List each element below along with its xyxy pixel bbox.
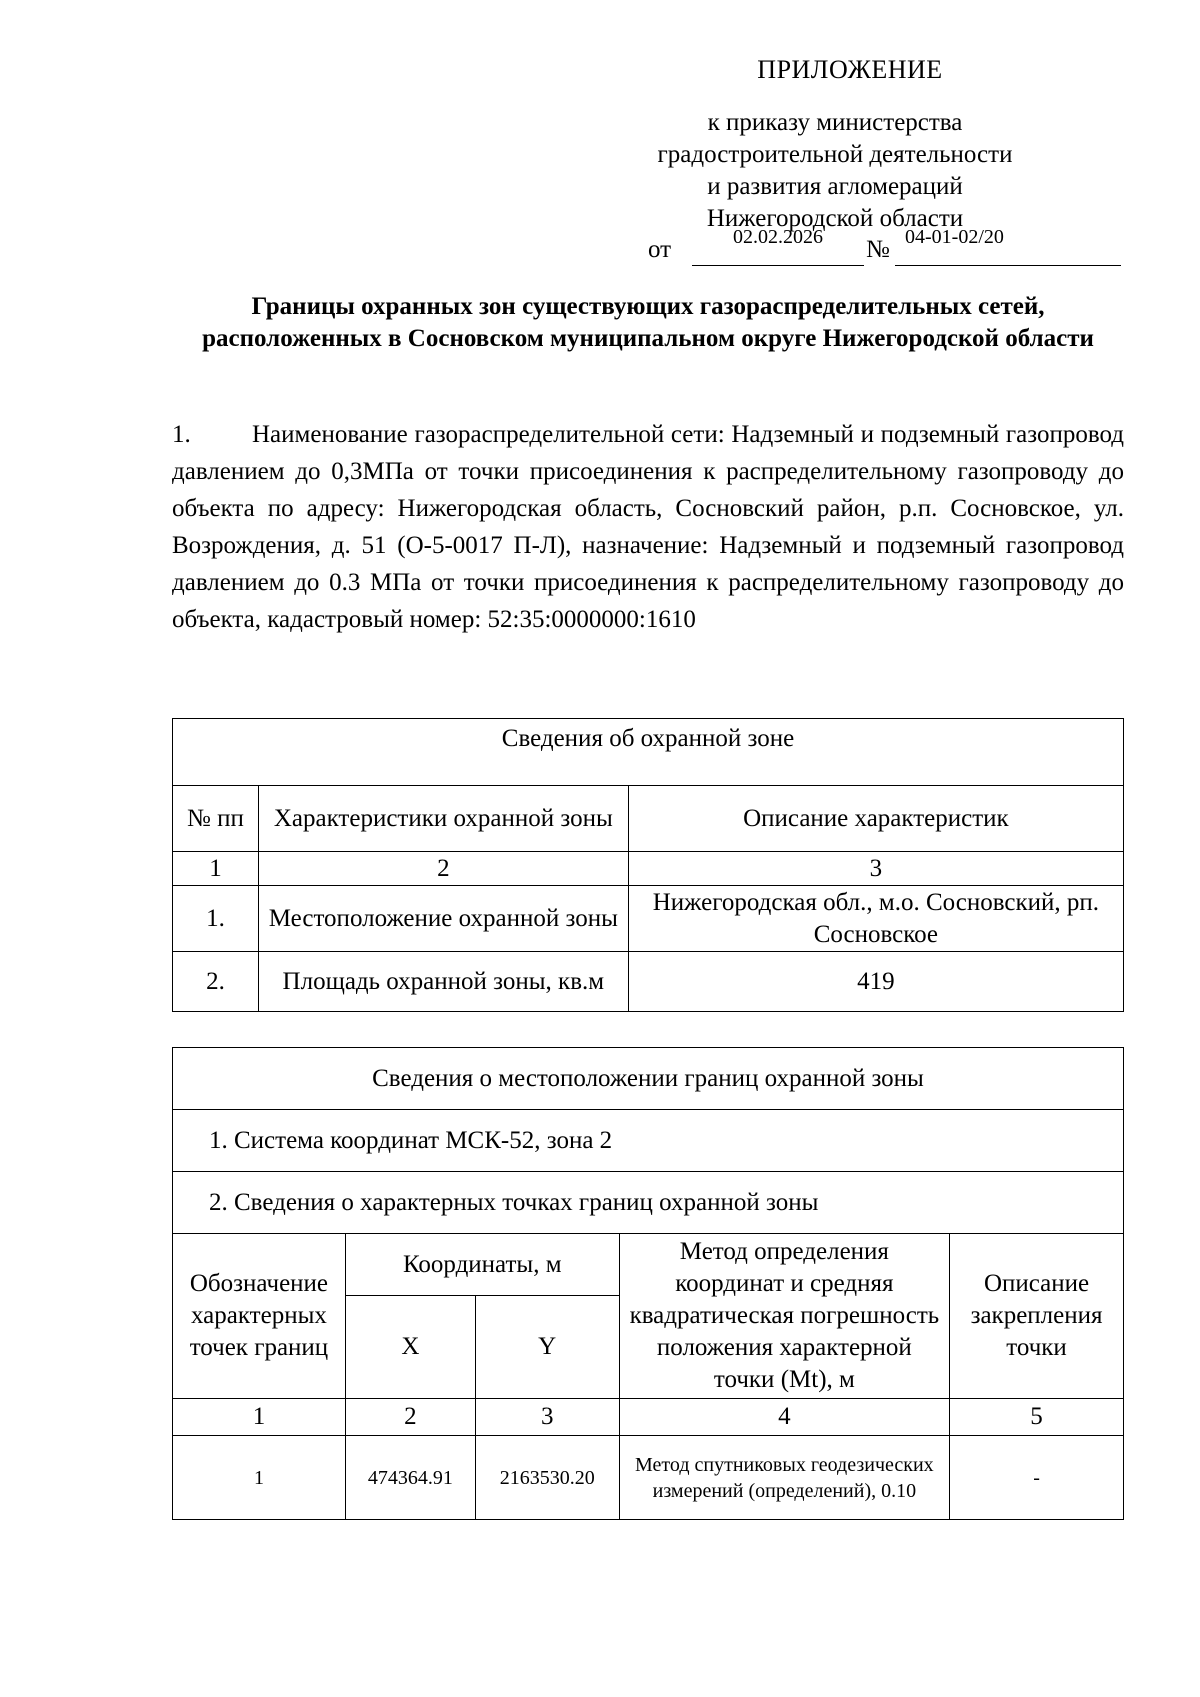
column-number: 1 [173, 1399, 346, 1436]
header-cell: Y [475, 1296, 619, 1399]
column-number: 3 [475, 1399, 619, 1436]
table-cell: Площадь охранной зоны, кв.м [258, 952, 628, 1012]
appendix-line: к приказу министерства [707, 109, 963, 136]
points-caption: 2. Сведения о характерных точках границ охранной зоны [173, 1172, 1124, 1234]
table-cell: 2163530.20 [475, 1436, 619, 1520]
column-number: 4 [619, 1399, 949, 1436]
column-number: 1 [173, 852, 259, 886]
number-sign: № [866, 236, 890, 263]
column-number: 3 [628, 852, 1123, 886]
header-cell: Обозначение характерных точек границ [173, 1234, 346, 1399]
date-prefix: от [648, 236, 672, 263]
table-row [173, 952, 1124, 1012]
appendix-line: Нижегородской области [706, 205, 964, 232]
protection-zone-table [172, 718, 1124, 1012]
header-cell: Координаты, м [345, 1234, 619, 1296]
header-cell: № пп [173, 786, 259, 852]
table-cell: - [950, 1436, 1124, 1520]
number-underline [895, 265, 1121, 266]
header-cell: Описание закрепления точки [950, 1234, 1124, 1399]
date-underline [692, 265, 864, 266]
table-caption: Сведения о местоположении границ охранной зоны [173, 1048, 1124, 1110]
document-title: Границы охранных зон существующих газораспределительных сетей, расположенных в Сосновском муниципальном округе Нижегородской области [202, 293, 1094, 352]
header-cell: Метод определения координат и средняя квадратическая погрешность положения характерной точки (Mt), м [619, 1234, 949, 1399]
appendix-line: градостроительной деятельности [657, 141, 1013, 168]
table-cell: 419 [628, 952, 1123, 1012]
header-cell: Описание характеристик [628, 786, 1123, 852]
appendix-line: и развития агломераций [707, 173, 963, 200]
header-cell: Характеристики охранной зоны [258, 786, 628, 852]
appendix-title: ПРИЛОЖЕНИЕ [757, 55, 943, 84]
table-cell: Нижегородская обл., м.о. Сосновский, рп. Сосновское [628, 886, 1123, 952]
table-row [173, 1436, 1124, 1520]
table-caption: Сведения об охранной зоне [173, 719, 1124, 786]
column-number: 5 [950, 1399, 1124, 1436]
column-number: 2 [258, 852, 628, 886]
table-cell: 1. [173, 886, 259, 952]
table-cell: 474364.91 [345, 1436, 475, 1520]
appendix-order-reference [600, 107, 1070, 235]
boundary-coordinates-table [172, 1047, 1124, 1520]
item-number: 1. [172, 421, 191, 448]
order-date: 02.02.2026 [733, 226, 823, 248]
header-cell: X [345, 1296, 475, 1399]
item-text: Наименование газораспределительной сети: Надземный и подземный газопровод давлением до 0,3МПа от точки присоединения к распределительному газопроводу до объекта по адресу: Нижегородская область, Сосновский район, р.п. Сосновское, ул. Возрождения, д. 51 (О-5-0017 П-Л), назначение: Надземный и подземный газопровод давлением до 0.3 МПа от точки присоединения к распределительному газопроводу до объекта, кадастровый номер: 52:35:0000000:1610 [172, 421, 1124, 633]
column-number: 2 [345, 1399, 475, 1436]
order-number: 04-01-02/20 [905, 226, 1004, 248]
table-row [173, 886, 1124, 952]
table-cell: Местоположение охранной зоны [258, 886, 628, 952]
network-description [172, 416, 1124, 638]
table-cell: Метод спутниковых геодезических измерений (определений), 0.10 [619, 1436, 949, 1520]
table-cell: 2. [173, 952, 259, 1012]
table-cell: 1 [173, 1436, 346, 1520]
coordinate-system: 1. Система координат МСК-52, зона 2 [173, 1110, 1124, 1172]
